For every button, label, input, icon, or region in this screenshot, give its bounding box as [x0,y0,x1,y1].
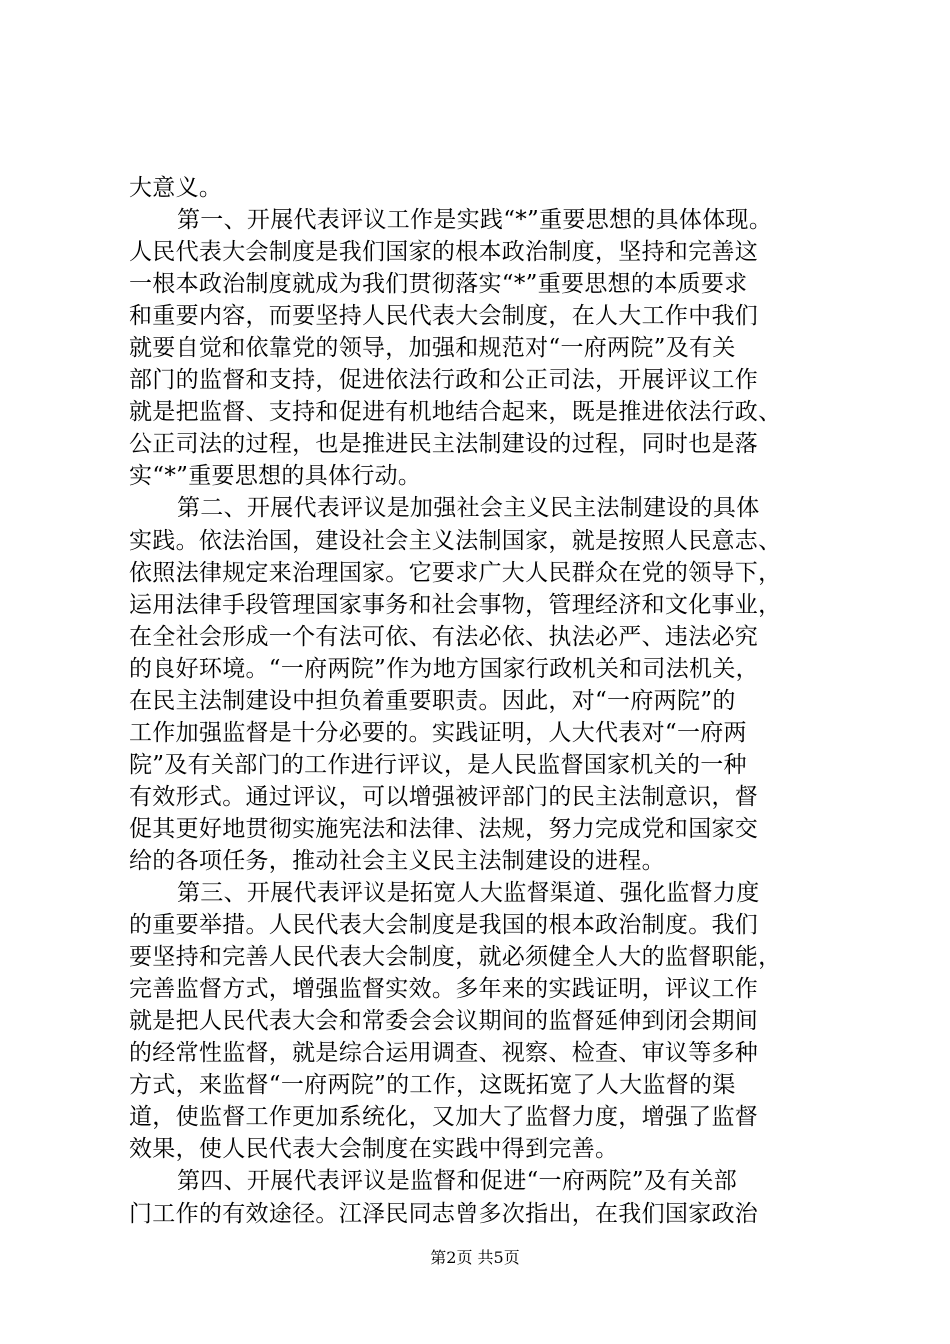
text-line: 的重要举措。人民代表大会制度是我国的根本政治制度。我们 [129,912,759,939]
page-number-footer: 第2页 共5页 [430,1248,520,1267]
text-line: 的经常性监督，就是综合运用调查、视察、检查、审议等多种 [129,1040,759,1067]
text-line: 效果，使人民代表大会制度在实践中得到完善。 [129,1136,619,1163]
text-line: 完善监督方式，增强监督实效。多年来的实践证明，评议工作 [129,976,759,1003]
body-text [129,172,829,1230]
text-line: 部门的监督和支持，促进依法行政和公正司法，开展评议工作 [129,367,759,394]
text-line: 大意义。 [129,175,223,201]
text-line: 公正司法的过程，也是推进民主法制建设的过程，同时也是落 [129,431,759,458]
text-line: 门工作的有效途径。江泽民同志曾多次指出，在我们国家政治 [129,1200,759,1227]
paragraph-first-line: 第三、开展代表评议是拓宽人大监督渠道、强化监督力度 [177,880,760,907]
text-line: 在全社会形成一个有法可依、有法必依、执法必严、违法必究 [129,623,759,650]
text-line: 人民代表大会制度是我们国家的根本政治制度，坚持和完善这 [129,239,759,266]
text-line: 要坚持和完善人民代表大会制度，就必须健全人大的监督职能， [129,944,782,971]
text-line: 院”及有关部门的工作进行评议，是人民监督国家机关的一种 [129,751,747,778]
text-line: 在民主法制建设中担负着重要职责。因此，对“一府两院”的 [129,687,736,714]
text-line: 运用法律手段管理国家事务和社会事物，管理经济和文化事业， [129,591,782,618]
text-line: 实“*”重要思想的具体行动。 [129,463,422,490]
text-line: 工作加强监督是十分必要的。实践证明，人大代表对“一府两 [129,719,747,746]
text-line: 实践。依法治国，建设社会主义法制国家，就是按照人民意志、 [129,527,782,554]
text-line: 一根本政治制度就成为我们贯彻落实“*”重要思想的本质要求 [129,271,748,298]
text-line: 和重要内容，而要坚持人民代表大会制度，在人大工作中我们 [129,303,759,330]
text-line: 就是把监督、支持和促进有机地结合起来，既是推进依法行政、 [129,399,782,426]
text-line: 就是把人民代表大会和常委会会议期间的监督延伸到闭会期间 [129,1008,759,1035]
paragraph-first-line: 第四、开展代表评议是监督和促进“一府两院”及有关部 [177,1168,738,1195]
paragraph-first-line: 第一、开展代表评议工作是实践“*”重要思想的具体体现。 [177,207,773,234]
text-line: 给的各项任务，推动社会主义民主法制建设的进程。 [129,847,665,874]
text-line: 方式，来监督“一府两院”的工作，这既拓宽了人大监督的渠 [129,1072,736,1099]
text-line: 依照法律规定来治理国家。它要求广大人民群众在党的领导下， [129,559,782,586]
text-line: 的良好环境。“一府两院”作为地方国家行政机关和司法机关， [129,655,759,682]
text-line: 促其更好地贯彻实施宪法和法律、法规，努力完成党和国家交 [129,815,759,842]
text-line: 就要自觉和依靠党的领导，加强和规范对“一府两院”及有关 [129,335,736,362]
text-line: 有效形式。通过评议，可以增强被评部门的民主法制意识，督 [129,783,759,810]
text-line: 道，使监督工作更加系统化，又加大了监督力度，增强了监督 [129,1104,759,1131]
paragraph-first-line: 第二、开展代表评议是加强社会主义民主法制建设的具体 [177,495,760,522]
